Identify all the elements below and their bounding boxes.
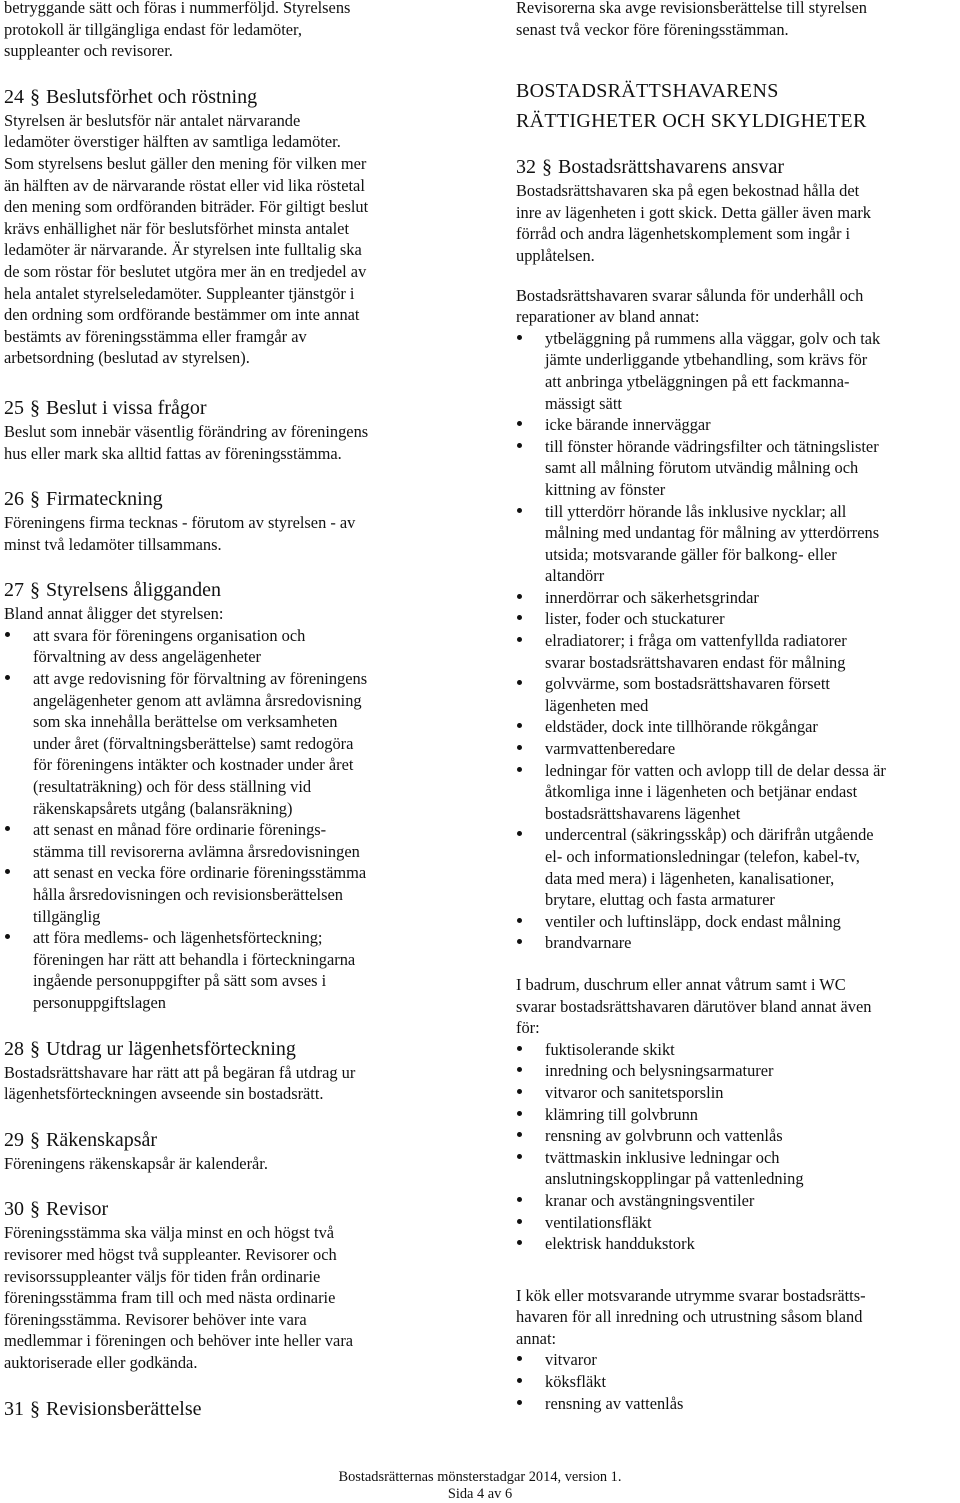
paragraph-icon: § xyxy=(542,156,552,179)
list-item: till ytterdörr hörande lås inklusive nycklar; all målning med undantag för målning av ytterdörrens utsida; motsvarande gäller för balkong- eller altandörr xyxy=(516,501,960,587)
section-text: Bostadsrättshavare har rätt att på begäran få utdrag ur lägenhetsförteckningen avseende sin bostadsrätt. xyxy=(4,1062,356,1104)
list-item: rensning av golvbrunn och vattenlås xyxy=(516,1125,960,1147)
list-item: icke bärande innerväggar xyxy=(516,414,960,436)
section-text: Beslut som innebär väsentlig förändring av föreningens hus eller mark ska alltid fattas av föreningsstämma. xyxy=(4,421,369,463)
maintenance-block xyxy=(516,285,960,954)
list-item: att svara för föreningens organisation och förvaltning av dess angelägenheter xyxy=(4,625,452,668)
section-heading: 26 § Firmateckning xyxy=(4,488,163,511)
section-text: Föreningsstämma ska välja minst en och högst två revisorer med högst två suppleanter. Revisorer och revisorssuppleanter väljs för tiden från ordinarie föreningsstämma fram till och med nästa ordinarie föreningsstämma. Revisorer behöver inte vara medlemmar i föreningen och behöver inte heller vara auktoriserade eller godkända. xyxy=(4,1223,354,1372)
paragraph-icon: § xyxy=(30,488,40,511)
section-heading: 25 § Beslut i vissa frågor xyxy=(4,396,207,419)
list-item: elektrisk handdukstork xyxy=(516,1233,960,1255)
paragraph-icon: § xyxy=(30,396,40,419)
list-item: vitvaror och sanitetsporslin xyxy=(516,1082,960,1104)
section-heading: 24 § Beslutsförhet och röstning xyxy=(4,85,258,108)
bullet-list xyxy=(516,1039,960,1255)
section-text: Föreningens firma tecknas - förutom av styrelsen - av minst två ledamöter tillsammans. xyxy=(4,513,356,554)
bathroom-block xyxy=(516,974,960,1255)
paragraph-icon: § xyxy=(30,1397,40,1420)
list-item: att föra medlems- och lägenhetsförteckning; föreningen har rätt att behandla i förteckningarna ingående personuppgifter på sätt som avses i personuppgiftslagen xyxy=(4,927,452,1013)
intro-text: betryggande sätt och föras i nummerföljd. Styrelsens protokoll är tillgängliga endast för ledamöter, suppleanter och revisorer. xyxy=(4,0,351,61)
list-item: golvvärme, som bostadsrättshavaren försett lägenheten med xyxy=(516,673,960,716)
section-24 xyxy=(4,84,452,369)
bullet-list xyxy=(516,328,960,954)
section-heading: 31 § Revisionsberättelse xyxy=(4,1397,202,1420)
section-text: I badrum, duschrum eller annat våtrum samt i WC svarar bostadsrättshavaren därutöver bland annat även för: xyxy=(516,974,872,1038)
bullet-list xyxy=(4,625,452,1014)
list-item: köksfläkt xyxy=(516,1371,960,1393)
list-item: vitvaror xyxy=(516,1349,960,1371)
list-item: brandvarnare xyxy=(516,932,960,954)
page-footer xyxy=(0,1469,960,1503)
section-30 xyxy=(4,1196,452,1373)
list-item: tvättmaskin inklusive ledningar och anslutningskopplingar på vattenledning xyxy=(516,1147,960,1190)
paragraph-icon: § xyxy=(30,1037,40,1060)
list-item: eldstäder, dock inte tillhörande rökgångar xyxy=(516,716,960,738)
section-26 xyxy=(4,486,452,555)
section-text: Bland annat åligger det styrelsen: xyxy=(4,604,224,624)
section-heading: 27 § Styrelsens åligganden xyxy=(4,579,221,602)
list-item: kranar och avstängningsventiler xyxy=(516,1190,960,1212)
list-item: att senast en vecka före ordinarie föreningsstämma hålla årsredovisningen och revisionsberättelsen tillgänglig xyxy=(4,862,452,927)
list-item: lister, foder och stuckaturer xyxy=(516,608,960,630)
section-heading: 29 § Räkenskapsår xyxy=(4,1128,158,1151)
section-32 xyxy=(516,154,960,266)
paragraph-icon: § xyxy=(30,1128,40,1151)
section-text: Bostadsrättshavaren svarar sålunda för underhåll och reparationer av bland annat: xyxy=(516,285,864,327)
section-heading: 32 § Bostadsrättshavarens ansvar xyxy=(516,156,785,179)
list-item: ventilationsfläkt xyxy=(516,1212,960,1234)
list-item: elradiatorer; i fråga om vattenfyllda radiatorer svarar bostadsrättshavaren endast för målning xyxy=(516,630,960,673)
right-column xyxy=(516,0,960,1414)
footer-document-title: Bostadsrätternas mönsterstadgar 2014, version 1. xyxy=(338,1469,622,1485)
section-28 xyxy=(4,1036,452,1105)
list-item: rensning av vattenlås xyxy=(516,1393,960,1415)
list-item: till fönster hörande vädringsfilter och tätningslister samt all målning förutom utvändig målning och kittning av fönster xyxy=(516,436,960,501)
list-item: klämring till golvbrunn xyxy=(516,1104,960,1126)
intro-text: Revisorerna ska avge revisionsberättelse till styrelsen senast två veckor före föreningsstämman. xyxy=(516,0,867,39)
chapter-heading: BOSTADSRÄTTSHAVARENS RÄTTIGHETER OCH SKYLDIGHETER xyxy=(516,80,867,133)
bullet-list xyxy=(516,1349,960,1414)
kitchen-block xyxy=(516,1285,960,1415)
section-31 xyxy=(4,1396,452,1422)
paragraph-icon: § xyxy=(30,1198,40,1221)
left-column xyxy=(4,0,452,1422)
section-29 xyxy=(4,1127,452,1175)
section-25 xyxy=(4,395,452,464)
list-item: att senast en månad före ordinarie förenings- stämma till revisorerna avlämna årsredovisningen xyxy=(4,819,452,862)
list-item: att avge redovisning för förvaltning av föreningens angelägenheter genom att avlämna årsredovisning som ska innehålla berättelse om verksamheten under året (förvaltningsberättelse) samt redogöra för föreningens intäkter och kostnader under året (resultaträkning) och för dess ställning vid räkenskapsårets utgång (balansräkning) xyxy=(4,668,452,819)
list-item: ventiler och luftinsläpp, dock endast målning xyxy=(516,911,960,933)
section-heading: 28 § Utdrag ur lägenhetsförteckning xyxy=(4,1037,296,1060)
list-item: inredning och belysningsarmaturer xyxy=(516,1060,960,1082)
paragraph-icon: § xyxy=(30,579,40,602)
list-item: varmvattenberedare xyxy=(516,738,960,760)
paragraph-icon: § xyxy=(30,85,40,108)
list-item: undercentral (säkringsskåp) och därifrån utgående el- och informationsledningar (telefon, kabel-tv, data med mera) i lägenheten, kanalisationer, brytare, eluttag och fasta armaturer xyxy=(516,824,960,910)
section-27 xyxy=(4,577,452,1013)
list-item: fuktisolerande skikt xyxy=(516,1039,960,1061)
list-item: ytbeläggning på rummens alla väggar, golv och tak jämte underliggande ytbehandling, som krävs för att anbringa ytbeläggningen på ett fackmanna- mässigt sätt xyxy=(516,328,960,414)
section-text: I kök eller motsvarande utrymme svarar bostadsrätts- havaren för all inredning och utrustning såsom bland annat: xyxy=(516,1285,866,1348)
section-heading: 30 § Revisor xyxy=(4,1198,109,1221)
section-text: Styrelsen är beslutsför när antalet närvarande ledamöter överstiger hälften av samtliga ledamöter. Som styrelsens beslut gäller den mening för vilken mer än hälften av de närvarande röstat eller vid lika röstetal den mening som ordföranden biträder. För giltigt beslut krävs enhällighet när för beslutsförhet minsta antalet ledamöter är närvarande. Är styrelsen inte fulltalig ska de som röstar för beslutet utgöra mer än en tredjedel av hela antalet styrelseledamöter. Suppleanter tjänstgör i den ordning som ordförande bestämmer om inte annat bestämts av föreningsstämma eller framgår av arbetsordning (beslutad av styrelsen). xyxy=(4,110,369,368)
section-text: Föreningens räkenskapsår är kalenderår. xyxy=(4,1153,268,1173)
list-item: ledningar för vatten och avlopp till de delar dessa är åtkomliga inne i lägenheten och betjänar endast bostadsrättshavarens lägenhet xyxy=(516,760,960,825)
page-number: Sida 4 av 6 xyxy=(447,1486,513,1502)
section-text: Bostadsrättshavaren ska på egen bekostnad hålla det inre av lägenheten i gott skick. Detta gäller även mark förråd och andra lägenhetskomplement som ingår i upplåtelsen. xyxy=(516,181,871,265)
list-item: innerdörrar och säkerhetsgrindar xyxy=(516,587,960,609)
